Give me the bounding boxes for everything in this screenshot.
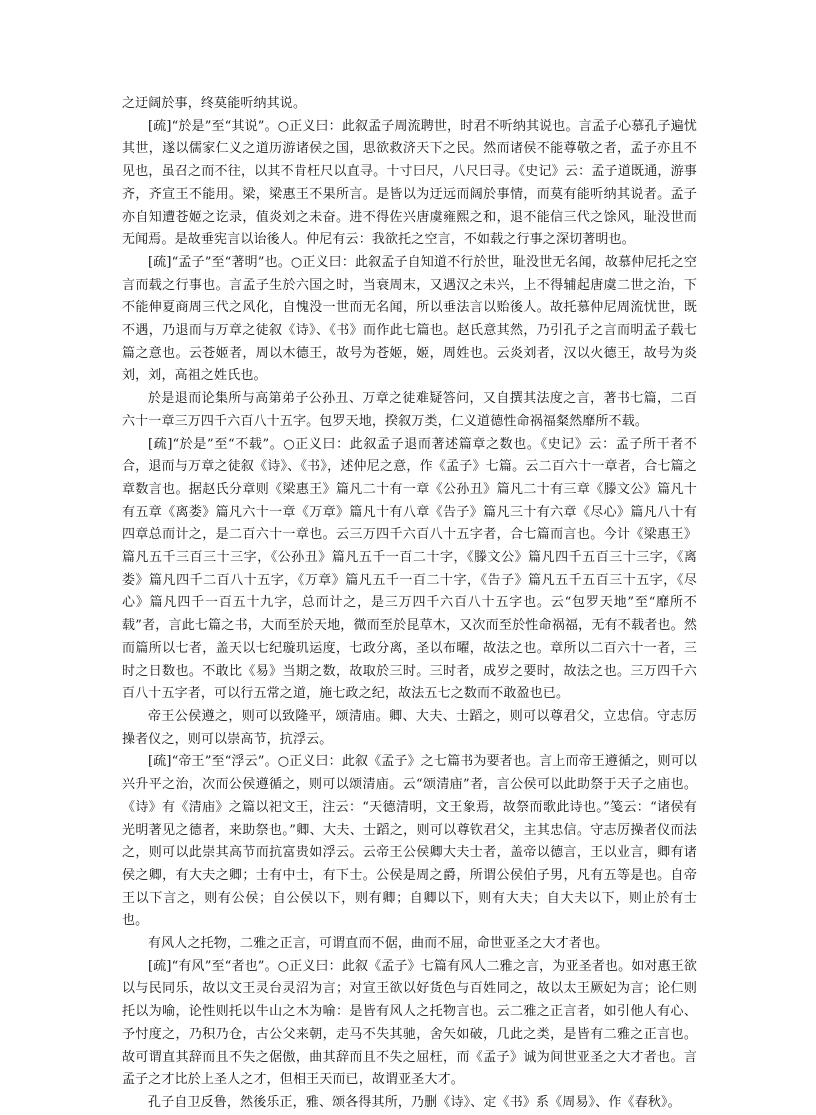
paragraph-9: [疏]“有风”至“者也”。○正义曰：此叙《孟子》七篇有风人二雅之言，为亚圣者也。如对惠王欲以与民同乐，故以文王灵台灵沼为言；对宣王欲以好货色与百姓同之，故以太王厥妃为言；论仁则托以为喻，论性则托以牛山之木为喻：是皆有风人之托物言也。云二雅之正言者，如引他人有心、予忖度之，乃积乃仓，古公父来朝，走马不失其驰，舍矢如破，几此之类，是皆有二雅之正言也。故可谓直其辞而且不失之倨傲，曲其辞而且不失之屈枉，而《孟子》诚为间世亚圣之大才者也。言孟子之才比於上圣人之才，但相王天而已，故谓亚圣大才。 [122, 958, 697, 1088]
paragraph-6: 帝王公侯遵之，则可以致隆平，颂清庙。卿、大夫、士蹈之，则可以尊君父，立忠信。守志厉操者仪之，则可以崇高节，抗浮云。 [122, 708, 697, 747]
paragraph-1: 之迂阔於事，终莫能听纳其说。 [122, 96, 307, 111]
paragraph-8: 有风人之托物，二雅之正言，可谓直而不倨，曲而不屈，命世亚圣之大才者也。 [148, 936, 609, 952]
paragraph-5: [疏]“於是”至“不载”。○正义曰：此叙孟子退而著述篇章之数也。《史记》云：孟子所干者不合，退而与万章之徒叙《诗》、《书》，述仲尼之意，作《孟子》七篇。云二百六十一章者，合七篇之章数言也。据赵氏分章则《梁惠王》篇凡二十有一章《公孙丑》篇凡二十有三章《滕文公》篇凡十有五章《离娄》篇凡六十一章《万章》篇凡十有八章《告子》篇凡三十有六章《尽心》篇凡八十有四章总而计之，是二百六十一章也。云三万四千六百八十五字者，合七篇而言也。今计《梁惠王》篇凡五千三百三十三字，《公孙丑》篇凡五千一百二十字，《滕文公》篇凡四千五百三十三字，《离娄》篇凡四千二百八十五字，《万章》篇凡五千一百二十字，《告子》篇凡五千五百三十五字，《尽心》篇凡四千一百五十九字，总而计之，是三万四千六百八十五字也。云“包罗天地”至“靡所不载”者，言此七篇之书，大而至於天地，微而至於昆草木，又次而至於性命祸福，无有不载者也。然而篇所以七者，盖天以七纪璇玑运度，七政分离，圣以布曜，故法之也。章所以二百六十一者，三时之日数也。不敢比《易》当期之数，故取於三时。三时者，成岁之要时，故法之也。三万四千六百八十五字者，可以行五常之道，施七政之纪，故法五七之数而不敢盈也已。 [122, 436, 697, 702]
paragraph-3: [疏]“孟子”至“著明”也。○正义曰：此叙孟子自知道不行於世，耻没世无名闻，故慕仲尼托之空言而载之行事也。言孟子生於六国之时，当衰周末，又遇汉之未兴，上不得辅起唐虞二世之治，下不能伸夏商周三代之风化，自愧没一世而无名闻，所以垂法言以贻後人。故托慕仲尼周流忧世，既不遇，乃退而与万章之徒叙《诗》、《书》而作此七篇也。赵氏意其然，乃引孔子之言而明孟子载七篇之意也。云苍姬者，周以木德王，故号为苍姬，姬，周姓也。云炎刘者，汉以火德王，故号为炎刘，刘，高祖之姓氏也。 [122, 254, 697, 384]
paragraph-2: [疏]“於是”至“其说”。○正义曰：此叙孟子周流聘世，时君不听纳其说也。言孟子心慕孔子遍忧其世，遂以儒家仁义之道历游诸侯之国，思欲救济天下之民。然而诸侯不能尊敬之者，孟子亦且不见也，虽召之而不往，以其不肯枉尺以直寻。十寸曰尺，八尺曰寻。《史记》云：孟子道既通，游事齐，齐宣王不能用。梁，梁惠王不果所言。是皆以为迂远而阔於事情，而莫有能听纳其说者。孟子亦自知遭苍姬之讫录，值炎刘之未奋。进不得佐兴唐虞雍熙之和，退不能信三代之馀风，耻没世而无闻焉。是故垂宪言以诒後人。仲尼有云：我欲托之空言，不如载之行事之深切著明也。 [122, 118, 697, 248]
paragraph-10: 孔子自卫反鲁，然後乐正，雅、颂各得其所，乃删《诗》、定《书》系《周易》、作《春秋》。 [148, 1094, 681, 1110]
paragraph-4: 於是退而论集所与高第弟子公孙丑、万章之徒难疑答问，又自撰其法度之言，著书七篇，二百六十一章三万四千六百八十五字。包罗天地，揆叙万类，仁义道德性命祸福粲然靡所不载。 [122, 391, 697, 429]
document-page [122, 93, 697, 1115]
paragraph-7: [疏]“帝王”至“浮云”。○正义曰：此叙《孟子》之七篇书为要者也。言上而帝王遵循之，则可以兴升平之治，次而公侯遵循之，则可以颂清庙。云“颂清庙”者，言公侯可以此助祭于天子之庙也。《诗》有《清庙》之篇以祀文王，注云：“天德清明，文王象焉，故祭而歌此诗也。”笺云：“诸侯有光明著见之德者，来助祭也。”卿、大夫、士蹈之，则可以尊钦君父，主其忠信。守志厉操者仪而法之，则可以此崇其高节而抗富贵如浮云。云帝王公侯卿大夫士者，盖帝以德言，王以业言，卿有诸侯之卿，有大夫之卿；士有中士，有下士。公侯是周之爵，所谓公侯伯子男，凡有五等是也。自帝王以下言之，则有公侯；自公侯以下，则有卿；自卿以下，则有大夫；自大夫以下，则止於有士也。 [122, 754, 697, 929]
